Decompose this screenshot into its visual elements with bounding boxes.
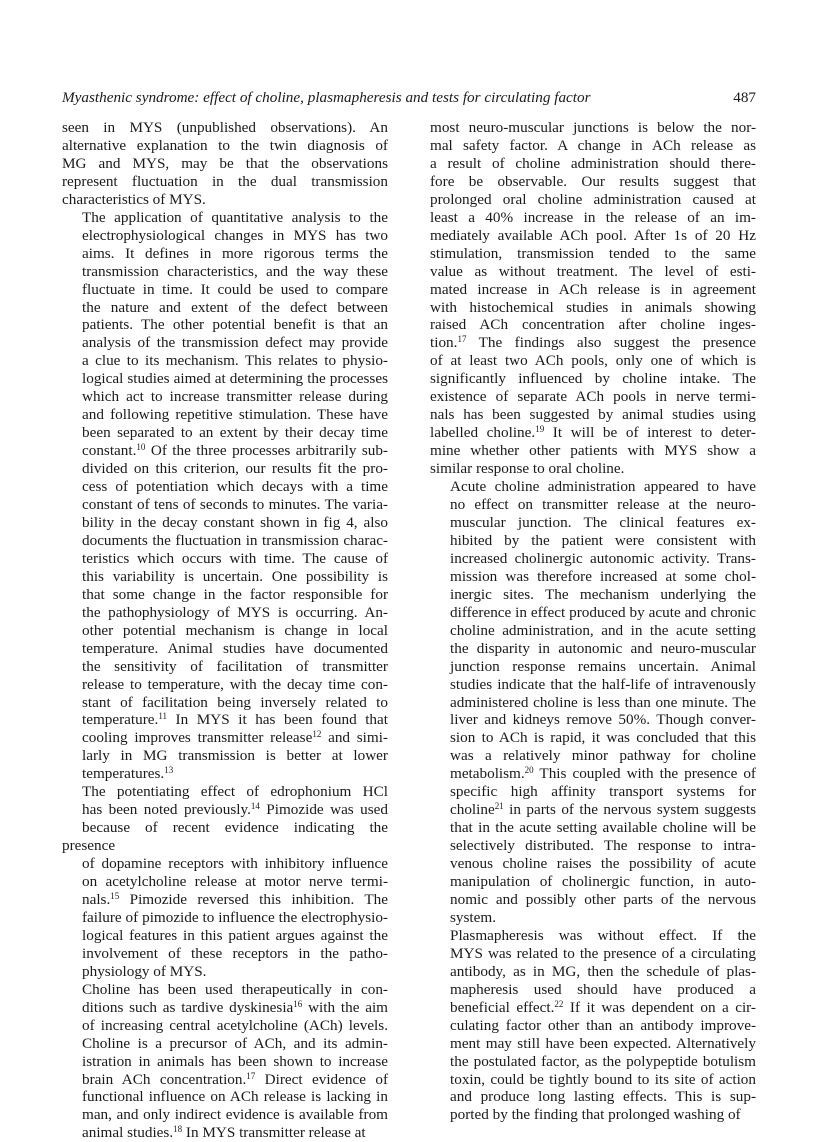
text-segment: ditions such as tardive dyskinesia <box>82 998 294 1016</box>
text-segment: man, and only indirect evidence is available from <box>82 1106 388 1124</box>
text-line <box>62 281 388 299</box>
text-line <box>430 263 756 281</box>
text-segment: the postulated factor, as the polypeptide botulism <box>450 1052 756 1070</box>
text-line <box>430 963 756 981</box>
text-segment: The application of quantitative analysis to the <box>82 208 388 226</box>
text-segment: divided on this criterion, our results fit the pro- <box>82 460 388 478</box>
text-line <box>430 981 756 999</box>
text-line <box>430 191 756 209</box>
text-segment: that in the acute setting available choline will be <box>450 819 756 837</box>
text-line <box>430 496 756 514</box>
text-segment: with histochemical studies in animals showing <box>430 298 756 316</box>
text-segment: alternative explanation to the twin diagnosis of <box>62 136 388 154</box>
text-line <box>430 137 756 155</box>
text-line <box>62 388 388 406</box>
text-segment: most neuro-muscular junctions is below the nor- <box>430 119 756 136</box>
text-segment: of dopamine receptors with inhibitory influence <box>82 855 388 873</box>
text-segment: a clue to its mechanism. This relates to physio- <box>82 352 388 370</box>
text-line <box>62 568 388 586</box>
text-line <box>62 424 388 442</box>
text-line <box>430 227 756 245</box>
reference-superscript: 15 <box>110 890 120 901</box>
text-segment: hibited by the patient were consistent with <box>450 531 756 549</box>
text-segment: culating factor other than an antibody improve- <box>450 1016 756 1034</box>
text-line <box>62 406 388 424</box>
paragraph <box>430 119 756 478</box>
text-line <box>62 981 388 999</box>
text-segment: has been noted previously. <box>82 801 251 819</box>
text-line <box>430 316 756 334</box>
reference-superscript: 16 <box>293 998 303 1009</box>
text-line <box>430 281 756 299</box>
text-line <box>430 1053 756 1071</box>
text-segment: the nature and extent of the defect between <box>82 298 388 316</box>
text-line <box>430 640 756 658</box>
text-segment: It will be of interest to deter- <box>544 424 756 442</box>
text-segment: tion. <box>430 334 458 352</box>
text-line <box>62 586 388 604</box>
text-segment: MYS was related to the presence of a circulating <box>450 944 756 962</box>
text-segment: analysis of the transmission defect may provide <box>82 334 388 352</box>
text-segment: fore be observable. Our results suggest that <box>430 172 756 190</box>
reference-superscript: 13 <box>164 765 174 776</box>
text-line <box>62 119 388 137</box>
text-line <box>430 245 756 263</box>
text-line <box>62 1035 388 1053</box>
text-segment: value as without treatment. The level of esti- <box>430 262 756 280</box>
text-line <box>430 173 756 191</box>
text-segment: inergic sites. The mechanism underlying the <box>450 585 756 603</box>
text-segment: constant of tens of seconds to minutes. The varia- <box>82 496 388 514</box>
text-line <box>62 1088 388 1106</box>
text-line <box>62 442 388 460</box>
text-segment: temperature. Animal studies have documented <box>82 639 388 657</box>
text-segment: the sensitivity of facilitation of transmitter <box>82 657 388 675</box>
text-segment: In MYS it has been found that <box>167 711 388 729</box>
text-segment: Choline has been used therapeutically in con- <box>82 980 388 998</box>
text-segment: MG and MYS, may be that the observations <box>62 154 388 172</box>
running-title: Myasthenic syndrome: effect of choline, plasmapheresis and tests for circulating factor <box>62 89 591 106</box>
text-line <box>430 711 756 729</box>
text-segment: existence of separate ACh pools in nerve termi- <box>430 388 756 406</box>
text-segment: stimulation, transmission tended to the same <box>430 244 756 262</box>
text-segment: metabolism. <box>450 765 525 783</box>
text-line <box>430 765 756 783</box>
reference-superscript: 22 <box>554 998 564 1009</box>
text-line <box>62 855 388 873</box>
text-segment: liver and kidneys remove 50%. Though conver- <box>450 711 756 729</box>
left-column <box>62 119 388 1142</box>
text-segment: sion to ACh is rapid, it was concluded that this <box>450 729 756 747</box>
text-segment: of increasing central acetylcholine (ACh) levels. <box>82 1016 388 1034</box>
text-segment: failure of pimozide to influence the electrophysio- <box>82 908 388 926</box>
reference-superscript: 19 <box>535 424 545 435</box>
text-segment: choline <box>450 801 495 819</box>
text-segment: electrophysiological changes in MYS has two <box>82 226 388 244</box>
text-line <box>430 837 756 855</box>
text-segment: choline administration, and in the acute setting <box>450 621 756 639</box>
text-line <box>430 783 756 801</box>
text-line <box>430 747 756 765</box>
text-segment: stant of facilitation being inversely related to <box>82 693 388 711</box>
text-segment: teristics which occurs with time. The cause of <box>82 549 388 567</box>
text-line <box>62 137 388 155</box>
paragraph <box>430 478 756 927</box>
reference-superscript: 17 <box>457 334 467 345</box>
text-line <box>62 1071 388 1089</box>
text-line <box>62 334 388 352</box>
text-segment: selectively distributed. The response to intra- <box>450 837 756 855</box>
text-line <box>430 299 756 317</box>
text-line <box>430 1106 756 1124</box>
text-line <box>62 909 388 927</box>
text-segment: ment may still have been expected. Alternatively <box>450 1034 756 1052</box>
text-segment: Acute choline administration appeared to have <box>450 478 756 496</box>
text-line <box>62 263 388 281</box>
text-line <box>62 1017 388 1035</box>
text-segment: This coupled with the presence of <box>533 765 756 783</box>
text-segment: Of the three processes arbitrarily sub- <box>145 442 388 460</box>
text-segment: cess of potentiation which decays with a time <box>82 478 388 496</box>
text-segment: ported by the finding that prolonged washing of <box>450 1106 741 1124</box>
text-line <box>62 1053 388 1071</box>
text-segment: increased cholinergic autonomic activity. Trans- <box>450 549 756 567</box>
text-segment: with the aim <box>302 998 388 1016</box>
paragraph <box>62 981 388 1142</box>
text-line <box>62 819 388 855</box>
text-line <box>62 1124 388 1142</box>
text-segment: beneficial effect. <box>450 998 555 1016</box>
text-line <box>62 694 388 712</box>
text-segment: fluctuate in time. It could be used to compare <box>82 280 388 298</box>
paragraph <box>62 209 388 784</box>
text-line <box>430 604 756 622</box>
text-segment: because of recent evidence indicating the presence <box>62 819 388 855</box>
text-line <box>62 891 388 909</box>
text-segment: nomic and possibly other parts of the nervous <box>450 890 756 908</box>
text-line <box>430 676 756 694</box>
text-segment: constant. <box>82 442 137 460</box>
text-segment: and simi- <box>321 729 388 747</box>
text-segment: Plasmapheresis was without effect. If the <box>450 926 756 944</box>
text-line <box>430 155 756 173</box>
text-segment: antibody, as in MG, then the schedule of plas- <box>450 962 756 980</box>
text-segment: junction response remains uncertain. Animal <box>450 657 756 675</box>
text-segment: Pimozide was used <box>259 801 388 819</box>
text-segment: of at least two ACh pools, only one of which is <box>430 352 756 370</box>
text-segment: release to temperature, with the decay time con- <box>82 675 388 693</box>
text-line <box>430 460 756 478</box>
text-line <box>62 460 388 478</box>
text-line <box>430 119 756 137</box>
text-segment: temperature. <box>82 711 159 729</box>
text-segment: The findings also suggest the presence <box>466 334 756 352</box>
text-segment: documents the fluctuation in transmission charac- <box>82 531 388 549</box>
text-line <box>430 334 756 352</box>
text-segment: administered choline is less than one minute. The <box>450 693 756 711</box>
text-line <box>430 532 756 550</box>
text-line <box>62 370 388 388</box>
right-column <box>430 119 756 1124</box>
text-segment: been separated to an extent by their decay time <box>82 424 388 442</box>
reference-superscript: 18 <box>173 1124 183 1135</box>
text-segment: bility in the decay constant shown in fig 4, also <box>82 513 388 531</box>
text-segment: no effect on transmitter release at the neuro- <box>450 496 756 514</box>
text-line <box>62 191 388 209</box>
text-segment: characteristics of MYS. <box>62 190 206 208</box>
text-line <box>430 1071 756 1089</box>
text-segment: transmission characteristics, and the way these <box>82 262 388 280</box>
reference-superscript: 10 <box>136 442 146 453</box>
text-line <box>430 352 756 370</box>
text-segment: The potentiating effect of edrophonium HCl <box>82 783 388 801</box>
text-line <box>430 694 756 712</box>
text-line <box>430 855 756 873</box>
text-line <box>430 909 756 927</box>
page-number: 487 <box>733 89 756 106</box>
text-line <box>430 406 756 424</box>
text-segment: nals. <box>82 890 111 908</box>
text-line <box>62 658 388 676</box>
text-segment: manipulation of cholinergic function, in auto- <box>450 873 756 891</box>
text-line <box>430 1088 756 1106</box>
reference-superscript: 21 <box>494 801 504 812</box>
text-segment: was a relatively minor pathway for choline <box>450 747 756 765</box>
text-segment: brain ACh concentration. <box>82 1070 247 1088</box>
text-line <box>62 352 388 370</box>
text-line <box>430 209 756 227</box>
text-segment: the disparity in autonomic and neuro-muscular <box>450 639 756 657</box>
paragraph <box>430 927 756 1124</box>
text-segment: muscular junction. The clinical features ex- <box>450 513 756 531</box>
reference-superscript: 12 <box>312 729 322 740</box>
text-segment: the pathophysiology of MYS is occurring. An- <box>82 603 388 621</box>
text-line <box>430 1035 756 1053</box>
text-segment: cooling improves transmitter release <box>82 729 313 747</box>
paragraph <box>62 783 388 980</box>
text-segment: animal studies. <box>82 1124 174 1142</box>
text-line <box>430 370 756 388</box>
text-line <box>62 478 388 496</box>
text-line <box>62 316 388 334</box>
text-line <box>62 676 388 694</box>
text-segment: in parts of the nervous system suggests <box>503 801 756 819</box>
text-segment: difference in effect produced by acute and chronic <box>450 603 756 621</box>
text-line <box>430 550 756 568</box>
text-segment: specific high affinity transport systems for <box>450 783 756 801</box>
text-line <box>62 640 388 658</box>
text-segment: which act to increase transmitter release during <box>82 388 388 406</box>
text-line <box>62 945 388 963</box>
text-segment: functional influence on ACh release is lacking in <box>82 1088 388 1106</box>
text-segment: logical studies aimed at determining the processes <box>82 370 388 388</box>
text-segment: seen in MYS (unpublished observations). An <box>62 119 388 136</box>
text-line <box>62 604 388 622</box>
text-segment: larly in MG transmission is better at lower <box>82 747 388 765</box>
text-line <box>62 729 388 747</box>
text-segment: mission was therefore increased at some chol- <box>450 567 756 585</box>
text-line <box>62 173 388 191</box>
text-line <box>62 299 388 317</box>
reference-superscript: 17 <box>246 1070 256 1081</box>
text-line <box>62 801 388 819</box>
text-segment: similar response to oral choline. <box>430 460 625 478</box>
text-segment: nals has been suggested by animal studies using <box>430 406 756 424</box>
text-segment: this variability is uncertain. One possibility is <box>82 567 388 585</box>
text-segment: mapheresis used should have produced a <box>450 980 756 998</box>
text-line <box>430 891 756 909</box>
text-segment: aims. It defines in more rigorous terms the <box>82 244 388 262</box>
text-line <box>430 478 756 496</box>
text-segment: toxin, could be tightly bound to its site of action <box>450 1070 756 1088</box>
text-segment: significantly influenced by choline intake. The <box>430 370 756 388</box>
text-segment: a result of choline administration should there- <box>430 154 756 172</box>
text-line <box>430 999 756 1017</box>
text-line <box>430 1017 756 1035</box>
text-line <box>62 765 388 783</box>
text-segment: other potential mechanism is change in local <box>82 621 388 639</box>
text-segment: prolonged oral choline administration caused at <box>430 190 756 208</box>
text-line <box>430 568 756 586</box>
text-line <box>62 532 388 550</box>
text-line <box>430 622 756 640</box>
text-segment: venous choline raises the possibility of acute <box>450 855 756 873</box>
text-line <box>62 622 388 640</box>
text-line <box>62 209 388 227</box>
text-line <box>62 1106 388 1124</box>
text-line <box>430 658 756 676</box>
text-line <box>62 873 388 891</box>
paragraph <box>62 119 388 209</box>
text-segment: mediately available ACh pool. After 1s of 20 Hz <box>430 226 756 244</box>
text-line <box>62 496 388 514</box>
text-segment: and produce long lasting effects. This is sup- <box>450 1088 756 1106</box>
text-segment: and following repetitive stimulation. These have <box>82 406 388 424</box>
text-segment: patients. The other potential benefit is that an <box>82 316 388 334</box>
text-line <box>62 963 388 981</box>
text-segment: istration in animals has been shown to increase <box>82 1052 388 1070</box>
text-line <box>62 514 388 532</box>
text-line <box>430 729 756 747</box>
text-segment: studies indicate that the half-life of intravenously <box>450 675 756 693</box>
text-segment: mated increase in ACh release is in agreement <box>430 280 756 298</box>
text-segment: logical features in this patient argues against the <box>82 926 388 944</box>
text-segment: involvement of these receptors in the patho- <box>82 944 388 962</box>
reference-superscript: 11 <box>158 711 167 722</box>
text-segment: mal safety factor. A change in ACh release as <box>430 136 756 154</box>
text-line <box>62 155 388 173</box>
text-line <box>62 927 388 945</box>
text-line <box>430 945 756 963</box>
text-segment: represent fluctuation in the dual transmission <box>62 172 388 190</box>
text-line <box>430 801 756 819</box>
text-line <box>62 227 388 245</box>
text-line <box>62 999 388 1017</box>
text-line <box>62 245 388 263</box>
text-line <box>62 783 388 801</box>
text-line <box>430 424 756 442</box>
text-segment: In MYS transmitter release at <box>182 1124 366 1142</box>
text-segment: system. <box>450 908 496 926</box>
reference-superscript: 20 <box>524 765 534 776</box>
text-line <box>62 711 388 729</box>
text-line <box>430 442 756 460</box>
text-segment: temperatures. <box>82 765 165 783</box>
text-segment: least a 40% increase in the release of an im- <box>430 208 756 226</box>
text-segment: that some change in the factor responsible for <box>82 585 388 603</box>
text-segment: labelled choline. <box>430 424 536 442</box>
text-line <box>430 514 756 532</box>
text-segment: mine whether other patients with MYS show a <box>430 442 756 460</box>
text-segment: Choline is a precursor of ACh, and its admin- <box>82 1034 388 1052</box>
text-segment: Direct evidence of <box>255 1070 388 1088</box>
text-segment: raised ACh concentration after choline inges- <box>430 316 756 334</box>
text-segment: Pimozide reversed this inhibition. The <box>119 890 388 908</box>
text-segment: physiology of MYS. <box>82 962 207 980</box>
text-line <box>430 388 756 406</box>
text-line <box>430 927 756 945</box>
text-segment: If it was dependent on a cir- <box>563 998 756 1016</box>
reference-superscript: 14 <box>250 801 260 812</box>
text-line <box>62 550 388 568</box>
text-line <box>430 819 756 837</box>
text-line <box>430 873 756 891</box>
text-segment: on acetylcholine release at motor nerve termi- <box>82 873 388 891</box>
text-line <box>62 747 388 765</box>
running-header <box>62 89 756 111</box>
text-line <box>430 586 756 604</box>
